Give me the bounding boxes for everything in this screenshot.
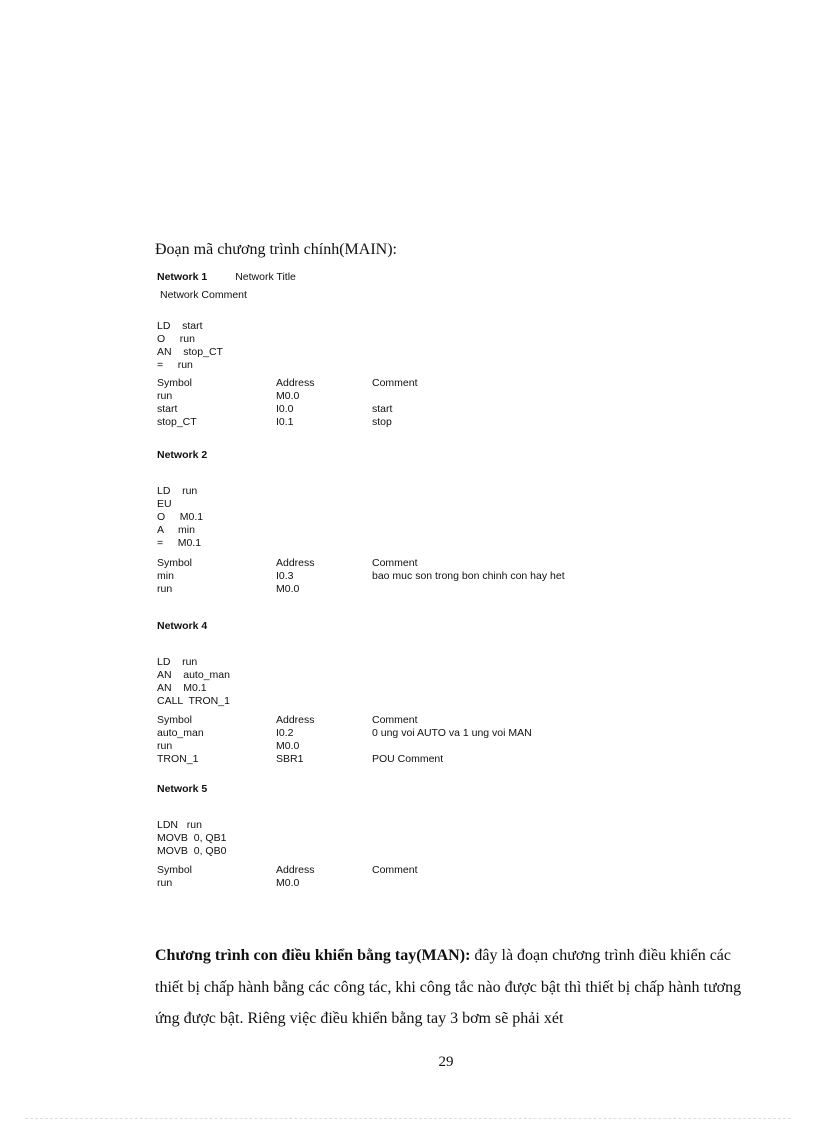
network-2 — [157, 449, 565, 596]
stl-code: LD run EU O M0.1 A min = M0.1 — [157, 485, 204, 549]
symbol-cell: TRON_1 — [157, 753, 199, 765]
symbol-table-header — [157, 557, 565, 570]
address-cell: I0.0 — [276, 403, 294, 415]
symbol-row — [157, 570, 565, 583]
symbol-table-header — [157, 377, 418, 390]
comment-cell — [372, 390, 418, 403]
address-cell: M0.0 — [276, 583, 300, 595]
symbol-cell: run — [157, 740, 173, 752]
symbol-table — [157, 864, 418, 890]
comment-cell: bao muc son trong bon chinh con hay het — [372, 570, 565, 582]
network-title: Network 2 — [157, 449, 208, 461]
comment-cell: 0 ung voi AUTO va 1 ung voi MAN — [372, 727, 532, 739]
col-comment: Comment — [372, 377, 418, 389]
symbol-cell: run — [157, 877, 173, 889]
comment-cell — [372, 740, 532, 753]
section-heading: Đoạn mã chương trình chính(MAIN): — [155, 241, 397, 258]
symbol-cell: run — [157, 583, 173, 595]
address-cell: M0.0 — [276, 740, 300, 752]
symbol-row — [157, 740, 532, 753]
network-title: Network 4 — [157, 620, 208, 632]
address-cell: I0.3 — [276, 570, 294, 582]
col-address: Address — [276, 377, 315, 389]
page-bottom-divider — [25, 1118, 791, 1119]
col-address: Address — [276, 714, 315, 726]
address-cell: M0.0 — [276, 390, 300, 402]
symbol-cell: run — [157, 390, 173, 402]
symbol-table — [157, 377, 418, 429]
symbol-cell: auto_man — [157, 727, 204, 739]
symbol-row — [157, 753, 532, 766]
paragraph-text: đây là đoạn chương trình điều khiển các thiết bị chấp hành bằng các công tác, khi công tắc nào được bật thì thiết bị chấp hành tương ứng được bật. Riêng việc điều khiển bằng tay 3 bơm sẽ phải xét — [155, 947, 742, 1027]
symbol-table-header — [157, 864, 418, 877]
stl-code: LDN run MOVB 0, QB1 MOVB 0, QB0 — [157, 819, 227, 857]
stl-code: LD start O run AN stop_CT = run — [157, 320, 223, 371]
symbol-table-header — [157, 714, 532, 727]
comment-cell: start — [372, 403, 393, 415]
symbol-cell: start — [157, 403, 178, 415]
col-comment: Comment — [372, 557, 418, 569]
symbol-row — [157, 403, 418, 416]
symbol-row — [157, 390, 418, 403]
symbol-cell: stop_CT — [157, 416, 197, 428]
network-header — [157, 620, 532, 633]
col-symbol: Symbol — [157, 557, 193, 569]
paragraph-lead: Chương trình con điều khiển bằng tay(MAN): — [155, 947, 471, 964]
body-paragraph — [155, 940, 755, 1035]
symbol-row — [157, 727, 532, 740]
symbol-row — [157, 877, 418, 890]
symbol-table — [157, 557, 565, 596]
symbol-row — [157, 583, 565, 596]
network-comment: Network Comment — [160, 289, 247, 301]
address-cell: I0.1 — [276, 416, 294, 428]
network-header — [157, 449, 565, 462]
comment-cell: POU Comment — [372, 753, 444, 765]
symbol-cell: min — [157, 570, 174, 582]
symbol-row — [157, 416, 418, 429]
network-subtitle: Network Title — [235, 271, 296, 283]
col-symbol: Symbol — [157, 864, 193, 876]
network-header — [157, 783, 418, 796]
comment-cell — [372, 877, 418, 890]
address-cell: M0.0 — [276, 877, 300, 889]
col-address: Address — [276, 864, 315, 876]
col-address: Address — [276, 557, 315, 569]
address-cell: SBR1 — [276, 753, 304, 765]
comment-cell — [372, 583, 565, 596]
network-title: Network 1 — [157, 271, 208, 283]
network-1 — [157, 271, 418, 429]
network-4 — [157, 620, 532, 766]
col-comment: Comment — [372, 714, 418, 726]
page-number: 29 — [438, 1054, 454, 1070]
comment-cell: stop — [372, 416, 392, 428]
network-header — [157, 271, 418, 284]
network-title: Network 5 — [157, 783, 208, 795]
stl-code: LD run AN auto_man AN M0.1 CALL TRON_1 — [157, 656, 230, 707]
col-symbol: Symbol — [157, 377, 193, 389]
network-5 — [157, 783, 418, 890]
col-comment: Comment — [372, 864, 418, 876]
symbol-table — [157, 714, 532, 766]
col-symbol: Symbol — [157, 714, 193, 726]
address-cell: I0.2 — [276, 727, 294, 739]
